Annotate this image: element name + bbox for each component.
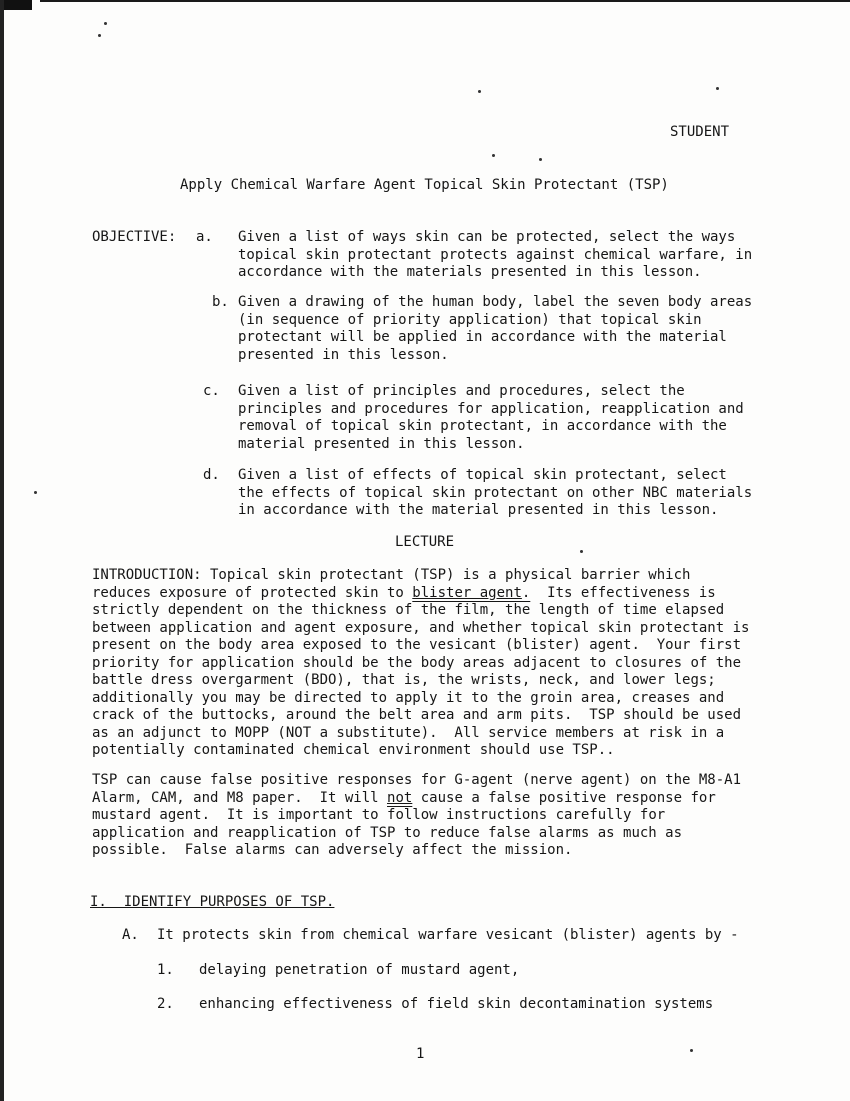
scan-speck (690, 1049, 693, 1052)
document-title: Apply Chemical Warfare Agent Topical Skin Protectant (TSP) (180, 177, 669, 193)
objective-c-letter: c. (203, 383, 220, 399)
scan-speck (104, 22, 107, 25)
objective-d-letter: d. (203, 467, 220, 483)
section-a-letter: A. (122, 927, 139, 943)
introduction-paragraph: INTRODUCTION: Topical skin protectant (TSP) is a physical barrier which reduces exposure of protected skin to blister agent. Its effectiveness is strictly dependent on the thickness of the film, the length of time elapsed between application and agent exposure, and whether topical skin protectant is present on the body area exposed to the vesicant (blister) agent. Your first priority for application should be the body areas adjacent to closures of the battle dress overgarment (BDO), that is, the wrists, neck, and lower legs; additionally you may be directed to apply it to the groin area, creases and crack of the buttocks, around the belt area and arm pits. TSP should be used as an adjunct to MOPP (NOT a substitute). All service members at risk in a potentially contaminated chemical environment should use TSP.. (92, 567, 750, 758)
list-item-number: 2. (157, 996, 174, 1012)
objective-a-text: Given a list of ways skin can be protected, select the ways topical skin protectant protects against chemical warfare, in accordance with the materials presented in this lesson. (238, 229, 753, 280)
scan-top-edge (40, 0, 850, 2)
scan-speck (716, 87, 719, 90)
list-item-text: delaying penetration of mustard agent, (199, 962, 520, 978)
scan-speck (580, 550, 583, 553)
scan-speck (34, 491, 37, 494)
scan-left-edge (0, 0, 4, 1101)
scan-corner-mark (0, 0, 32, 10)
section-a-text: It protects skin from chemical warfare vesicant (blister) agents by - (157, 927, 739, 943)
objective-c-text: Given a list of principles and procedures, select the principles and procedures for application, reapplication and removal of topical skin protectant, in accordance with the material presented in this lesson. (238, 383, 744, 452)
introduction-label: INTRODUCTION: (92, 567, 202, 583)
section-heading: I. IDENTIFY PURPOSES OF TSP. (90, 894, 335, 910)
list-item-text: enhancing effectiveness of field skin decontamination systems (199, 996, 714, 1012)
underlined-blister-agent: blister agent (412, 584, 522, 601)
tsp-false-positive-paragraph: TSP can cause false positive responses for G-agent (nerve agent) on the M8-A1 Alarm, CAM, and M8 paper. It will not cause a false positive response for mustard agent. It is important to $\overline{fol}low$ instructions carefully for application and reapplication of TSP to reduce false alarms as much as possible. False alarms can adversely affect the mission. (92, 772, 742, 858)
lecture-heading: LECTURE (395, 534, 455, 550)
student-label: STUDENT (670, 124, 730, 140)
scan-speck (539, 158, 542, 161)
objective-b-text: Given a drawing of the human body, label the seven body areas (in sequence of priority application) that topical skin protectant will be applied in accordance with the material presented in this lesson. (238, 294, 753, 363)
overlined-fol: $\overline{fol}$ (387, 807, 413, 823)
scan-speck (98, 34, 101, 37)
underlined-not: not (387, 789, 413, 806)
page-number: 1 (416, 1046, 425, 1062)
objective-label: OBJECTIVE: (92, 229, 177, 245)
list-item-number: 1. (157, 962, 174, 978)
overlined-the-film: the film, the (412, 602, 531, 618)
objective-b-letter: b. (212, 294, 229, 310)
objective-a-letter: a. (196, 229, 213, 245)
scan-speck (478, 90, 481, 93)
scan-speck (492, 154, 495, 157)
objective-d-text: Given a list of effects of topical skin protectant, select the effects of topical skin protectant on other NBC materials in accordance with the material presented in this lesson. (238, 467, 753, 518)
